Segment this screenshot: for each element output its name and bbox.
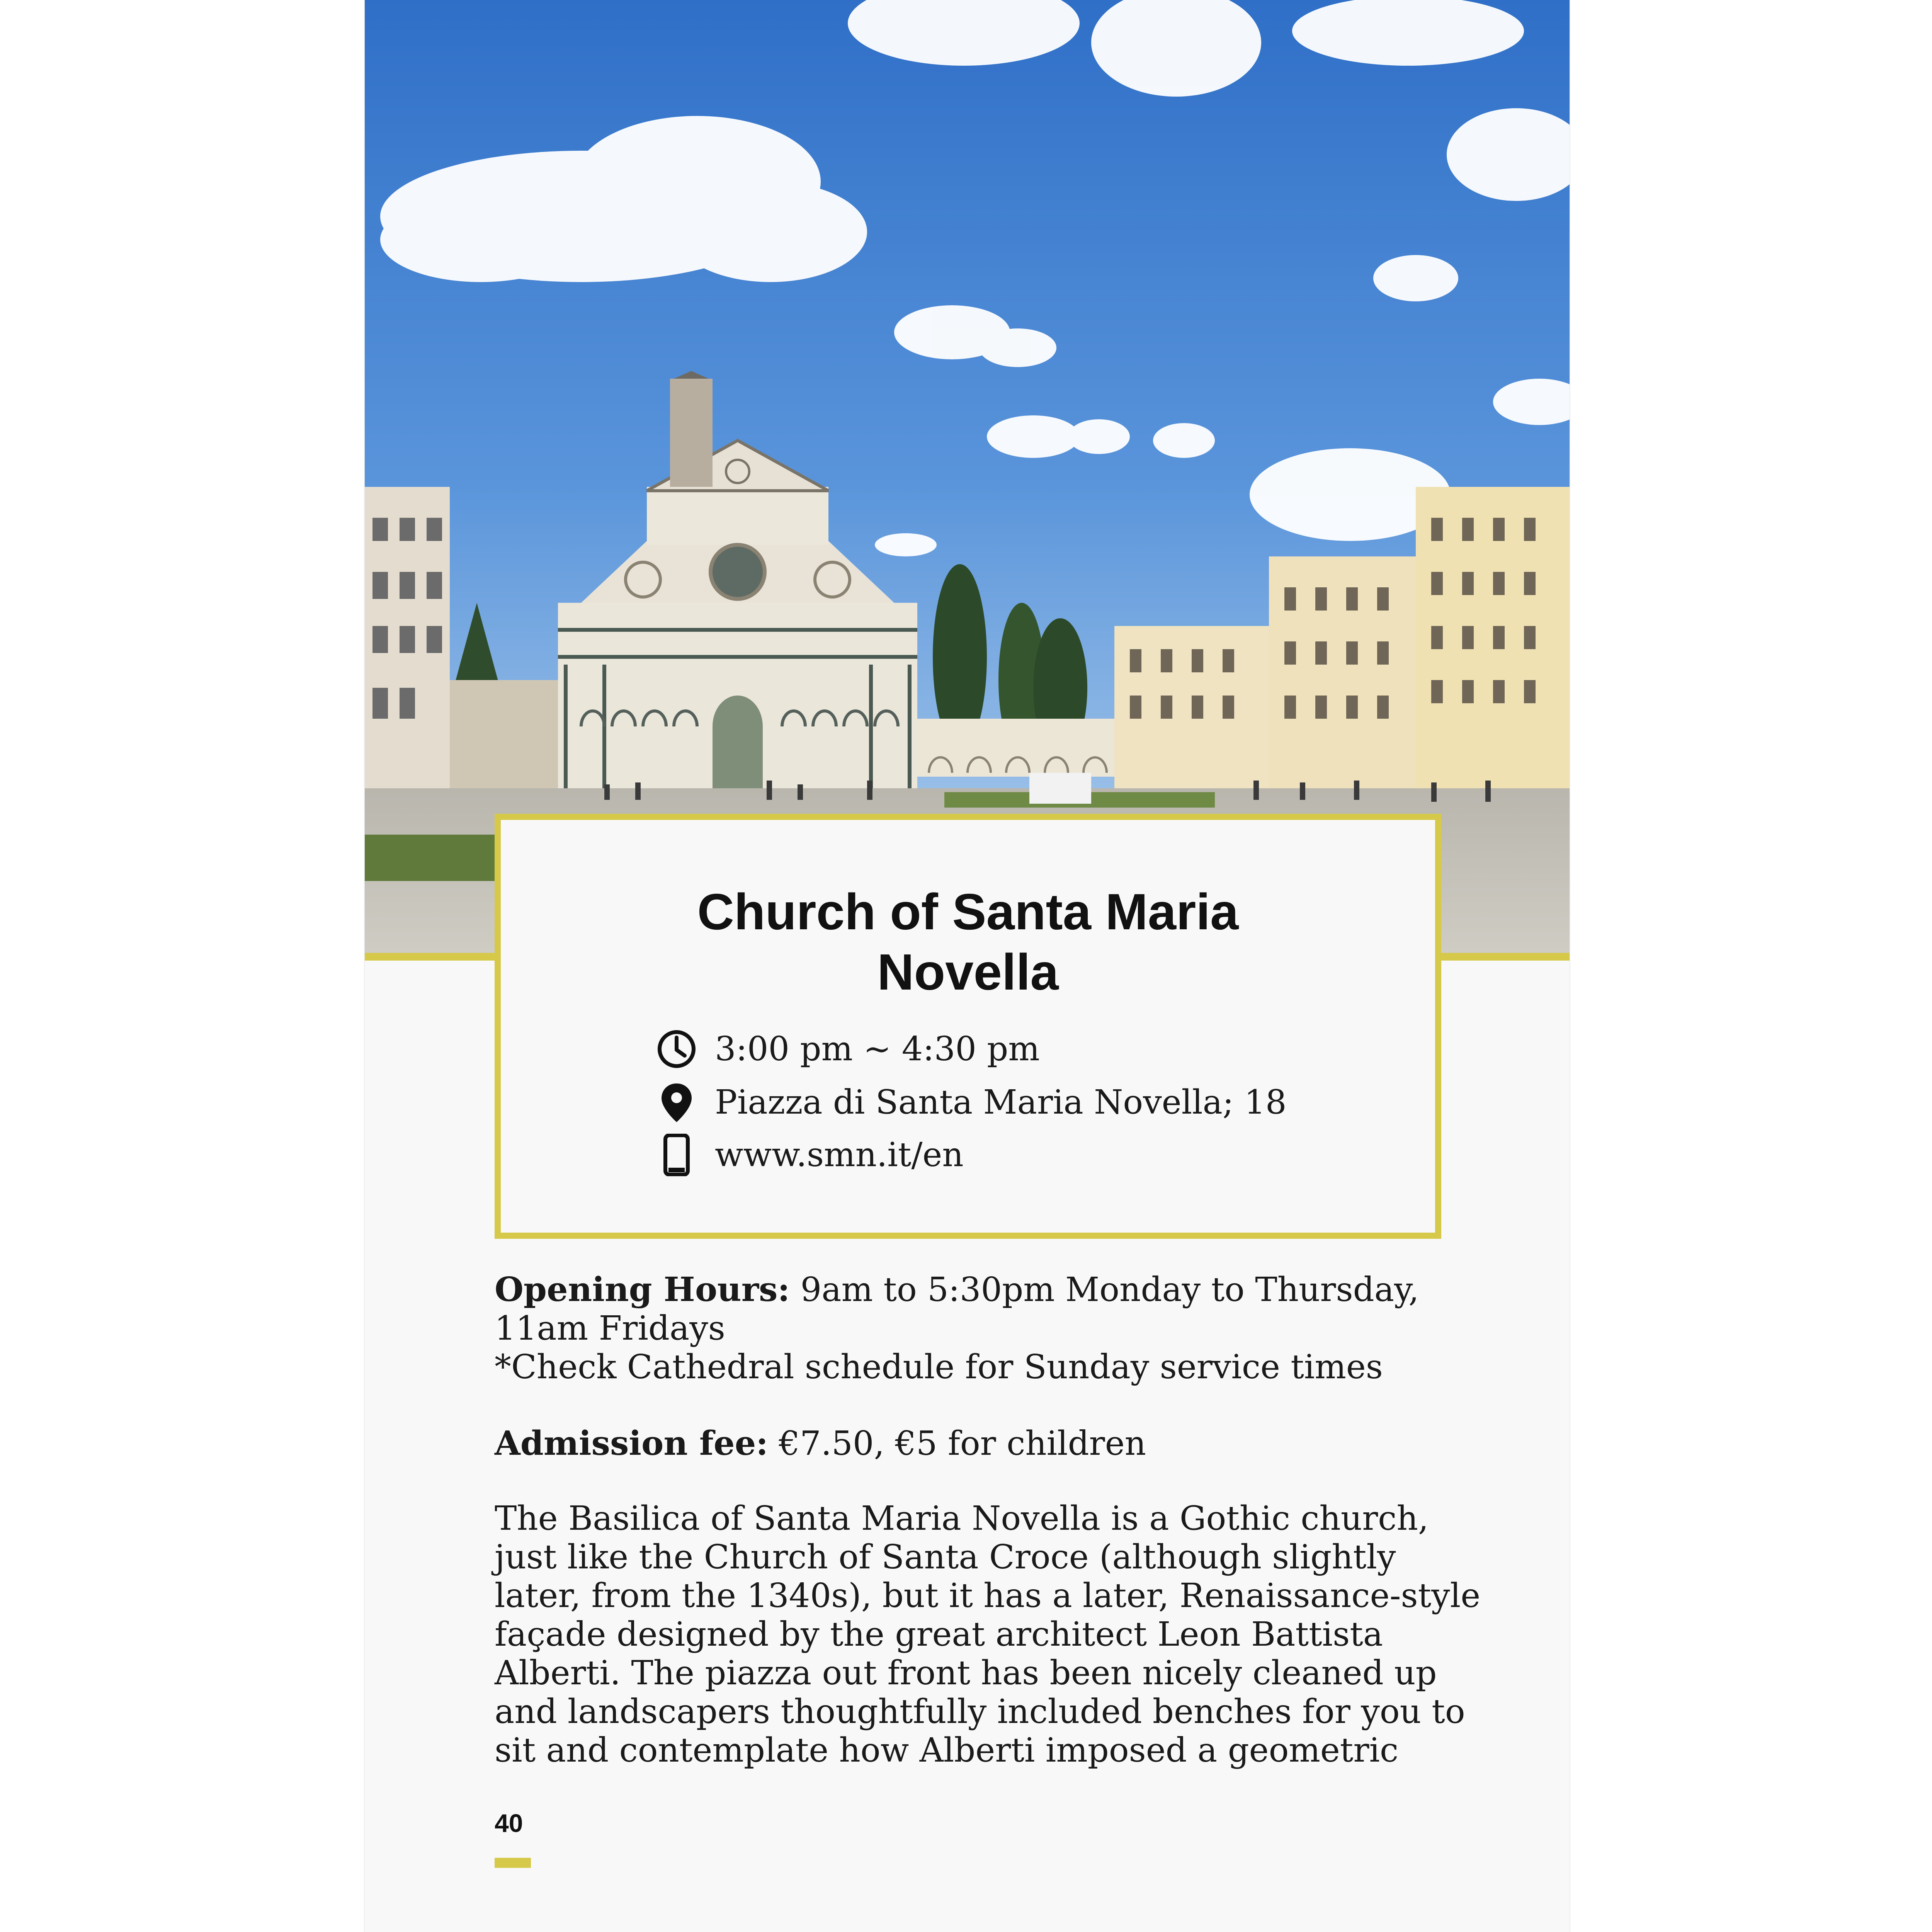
opening-hours [495,1270,1461,1386]
opening-hours-line-3: *Check Cathedral schedule for Sunday service times [495,1348,1383,1386]
clock-icon [655,1028,698,1070]
opening-hours-label: Opening Hours: [495,1270,790,1309]
time-row [655,1024,1040,1074]
church-photo [365,0,1570,953]
title-line-2: Novella [877,944,1059,1000]
description-line: just like the Church of Santa Croce (although slightly [495,1538,1396,1577]
description-line: sit and contemplate how Alberti imposed a geometric [495,1731,1399,1770]
address-text: Piazza di Santa Maria Novella; 18 [715,1083,1287,1122]
page-title [501,882,1435,1002]
opening-hours-line-2: 11am Fridays [495,1309,725,1348]
title-line-1: Church of Santa Maria [697,883,1239,940]
description-line: Alberti. The piazza out front has been nicely cleaned up [495,1654,1437,1692]
admission-fee [495,1424,1461,1463]
info-box [495,814,1441,1239]
description-line: The Basilica of Santa Maria Novella is a Gothic church, [495,1499,1429,1538]
page-number-underline [495,1858,531,1868]
admission-value: €7.50, €5 for children [768,1424,1146,1463]
description-line: and landscapers thoughtfully included benches for you to [495,1692,1465,1731]
description [495,1499,1481,1770]
opening-hours-line-1: 9am to 5:30pm Monday to Thursday, [790,1270,1419,1309]
page-number: 40 [495,1809,523,1837]
admission-label: Admission fee: [495,1424,769,1463]
description-line: façade designed by the great architect Leon Battista [495,1615,1383,1654]
time-text: 3:00 pm ~ 4:30 pm [715,1030,1040,1068]
website-row[interactable] [655,1130,964,1180]
map-pin-icon [655,1081,698,1124]
address-row [655,1077,1287,1128]
guidebook-page [364,0,1570,1932]
website-link[interactable]: www.smn.it/en [715,1136,964,1174]
description-line: later, from the 1340s), but it has a later, Renaissance-style [495,1577,1481,1615]
phone-icon [655,1134,698,1176]
